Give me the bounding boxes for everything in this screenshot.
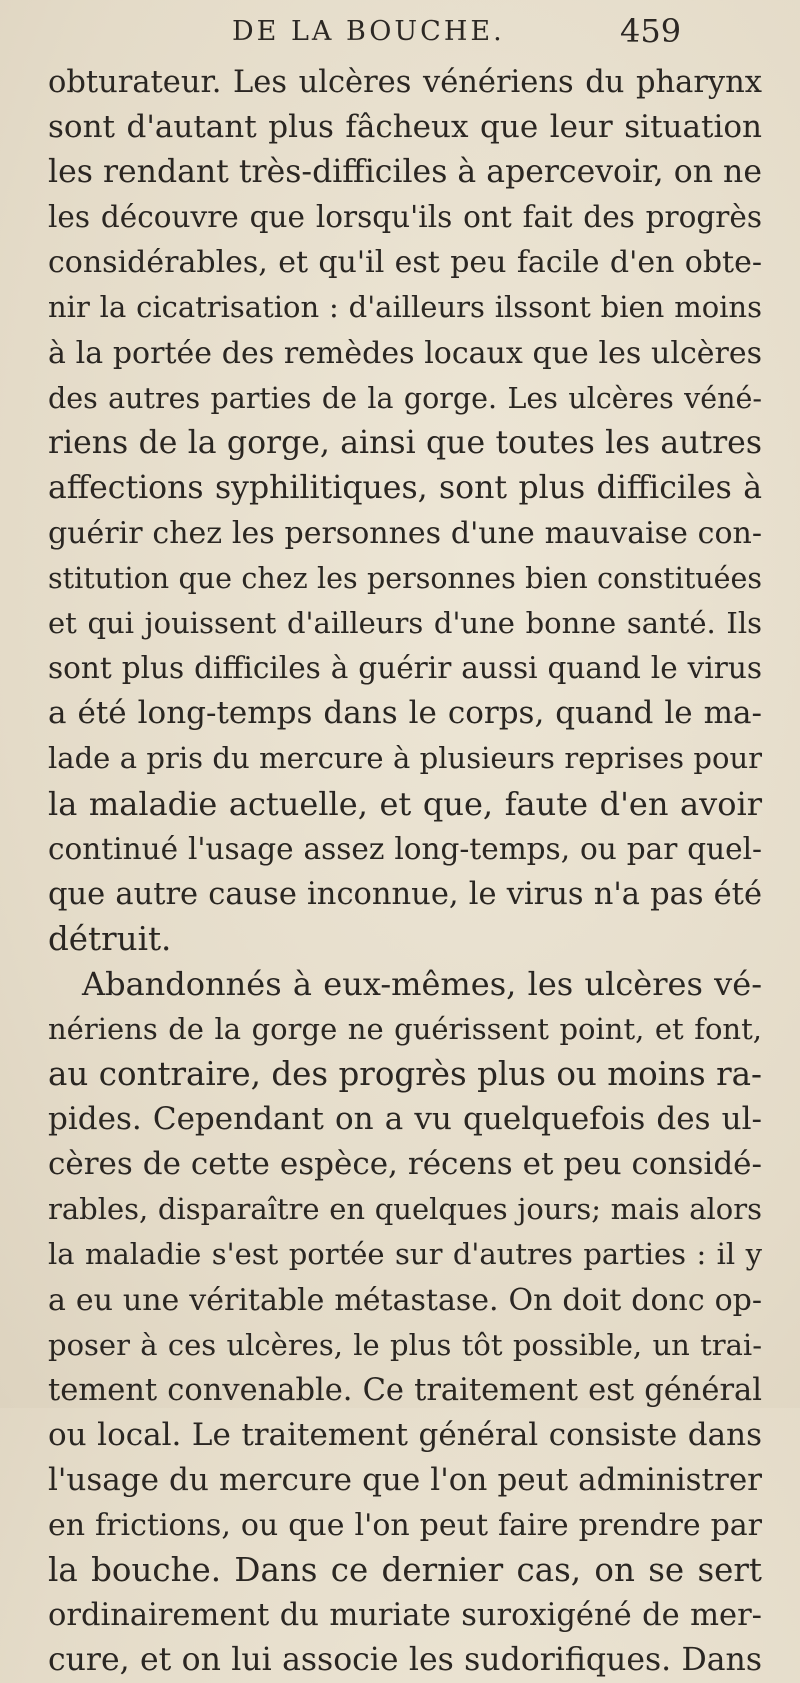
text-line: nériens de la gorge ne guérissent point, et font, (48, 1011, 762, 1046)
page-header (0, 12, 800, 52)
text-line: lade a pris du mercure à plusieurs reprises pour (48, 741, 762, 776)
text-line: ordinairement du muriate suroxigéné de mer- (48, 1598, 762, 1634)
text-line: à la portée des remèdes locaux que les ulcères (48, 335, 762, 371)
text-line: obturateur. Les ulcères vénériens du pharynx (48, 65, 762, 100)
text-line: guérir chez les personnes d'une mauvaise con- (48, 515, 762, 551)
text-line: sont d'autant plus fâcheux que leur situation (48, 109, 762, 146)
text-line: stitution que chez les personnes bien constituées (48, 562, 762, 596)
text-line: cères de cette espèce, récens et peu considé- (48, 1146, 762, 1183)
text-line: sont plus difficiles à guérir aussi quand le virus (48, 651, 762, 686)
text-line: et qui jouissent d'ailleurs d'une bonne santé. Ils (48, 606, 762, 641)
text-line: a été long-temps dans le corps, quand le ma- (48, 695, 762, 732)
text-line: poser à ces ulcères, le plus tôt possible, un trai- (48, 1327, 762, 1362)
body-text (48, 60, 762, 1683)
text-line: cure, et on lui associe les sudorifiques. Dans (48, 1642, 762, 1679)
text-line: au contraire, des progrès plus ou moins ra- (48, 1055, 762, 1094)
text-line: l'usage du mercure que l'on peut administrer (48, 1461, 762, 1498)
text-line: Abandonnés à eux-mêmes, les ulcères vé- (82, 964, 762, 1003)
text-line: en frictions, ou que l'on peut faire prendre par (48, 1508, 762, 1543)
text-line: détruit. (48, 919, 172, 958)
text-line: la bouche. Dans ce dernier cas, on se sert (48, 1551, 762, 1590)
text-line: affections syphilitiques, sont plus difficiles à (48, 469, 762, 506)
text-line: nir la cicatrisation : d'ailleurs ilssont bien moins (48, 290, 762, 325)
page-number: 459 (620, 12, 682, 50)
text-line: considérables, et qu'il est peu facile d'en obte- (48, 245, 762, 281)
text-line: les découvre que lorsqu'ils ont fait des progrès (48, 200, 762, 235)
running-head: DE LA BOUCHE. (232, 16, 505, 47)
text-line: a eu une véritable métastase. On doit donc op- (48, 1282, 762, 1318)
text-line: rables, disparaître en quelques jours; mais alors (48, 1192, 762, 1227)
text-line: des autres parties de la gorge. Les ulcères véné- (48, 381, 762, 415)
text-line: la maladie actuelle, et que, faute d'en avoir (48, 784, 762, 823)
text-line: ou local. Le traitement général consiste dans (48, 1416, 762, 1453)
text-line: riens de la gorge, ainsi que toutes les autres (48, 424, 762, 461)
text-line: tement convenable. Ce traitement est général (48, 1372, 762, 1408)
text-line: les rendant très-difficiles à apercevoir, on ne (48, 154, 762, 191)
text-line: la maladie s'est portée sur d'autres parties : il y (48, 1237, 762, 1272)
text-line: continué l'usage assez long-temps, ou par quel- (48, 831, 762, 866)
text-line: pides. Cependant on a vu quelquefois des ul- (48, 1101, 762, 1138)
text-line: que autre cause inconnue, le virus n'a pas été (48, 876, 762, 912)
